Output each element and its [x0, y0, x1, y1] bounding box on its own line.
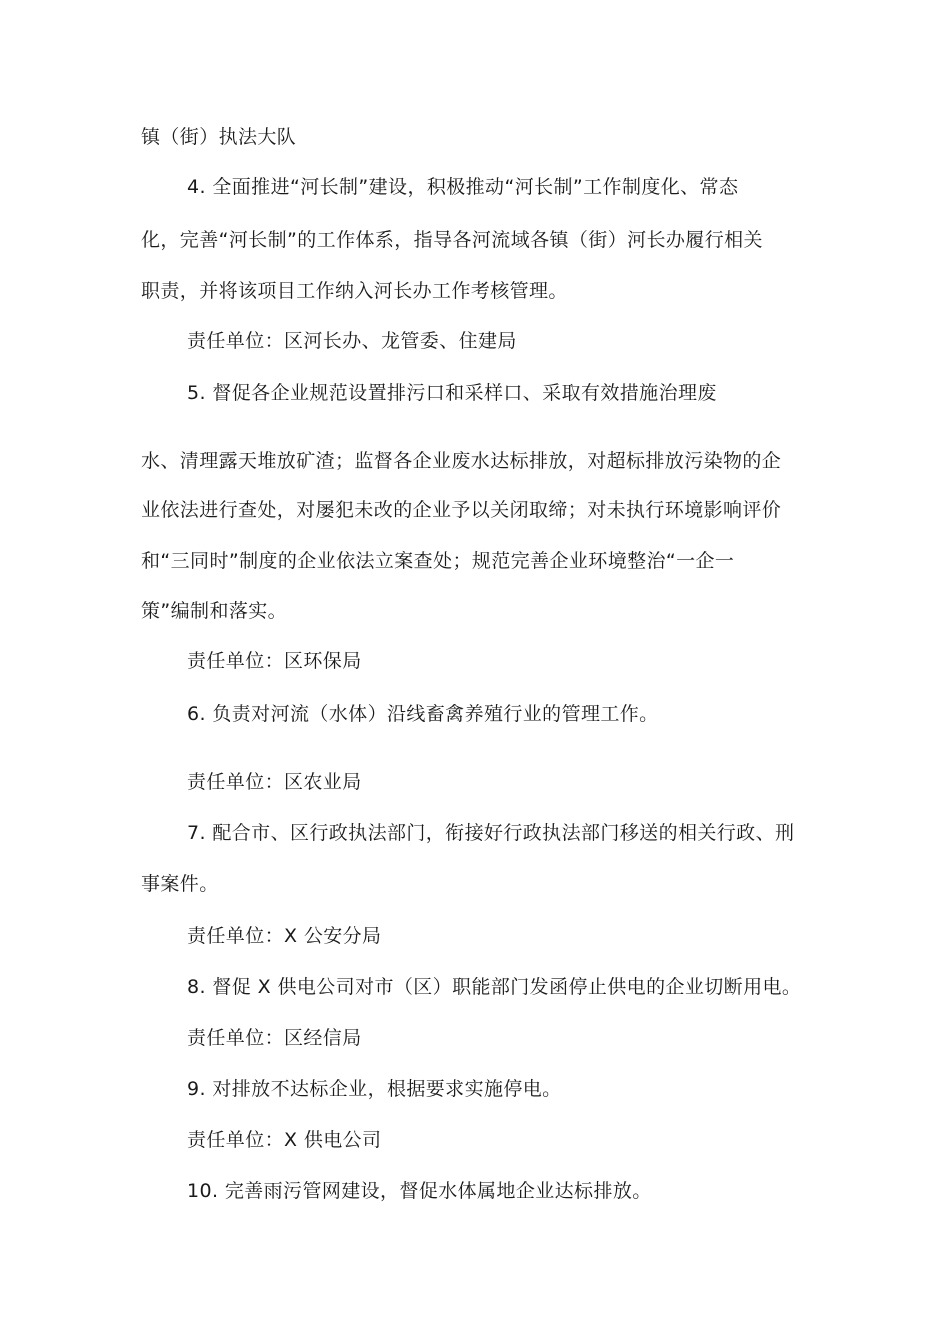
item-10-line: 10. 完善雨污管网建设，督促水体属地企业达标排放。 [187, 1180, 652, 1202]
text-line: 策”编制和落实。 [141, 600, 288, 622]
item-8-line: 8. 督促 X 供电公司对市（区）职能部门发函停止供电的企业切断用电。 [187, 976, 802, 998]
text-line: 职责，并将该项目工作纳入河长办工作考核管理。 [141, 280, 568, 302]
text-line: 业依法进行查处，对屡犯未改的企业予以关闭取缔；对未执行环境影响评价 [141, 499, 782, 521]
item-6-line: 6. 负责对河流（水体）沿线畜禽养殖行业的管理工作。 [187, 703, 659, 725]
text-line: 化，完善“河长制”的工作体系，指导各河流域各镇（街）河长办履行相关 [141, 229, 763, 251]
text-line: 水、清理露天堆放矿渣；监督各企业废水达标排放，对超标排放污染物的企 [141, 450, 782, 472]
responsible-unit: 责任单位：区经信局 [187, 1027, 362, 1049]
text-line: 和“三同时”制度的企业依法立案查处；规范完善企业环境整治“一企一 [141, 550, 735, 572]
responsible-unit: 责任单位：区环保局 [187, 650, 362, 672]
item-4-line: 4. 全面推进“河长制”建设，积极推动“河长制”工作制度化、常态 [187, 176, 739, 198]
item-5-line: 5. 督促各企业规范设置排污口和采样口、采取有效措施治理废 [187, 382, 717, 404]
responsible-unit: 责任单位：X 公安分局 [187, 925, 382, 947]
item-9-line: 9. 对排放不达标企业，根据要求实施停电。 [187, 1078, 562, 1100]
responsible-unit: 责任单位：X 供电公司 [187, 1129, 382, 1151]
text-line: 镇（街）执法大队 [141, 126, 297, 148]
text-line: 事案件。 [141, 873, 219, 895]
responsible-unit: 责任单位：区河长办、龙管委、住建局 [187, 330, 517, 352]
responsible-unit: 责任单位：区农业局 [187, 771, 362, 793]
item-7-line: 7. 配合市、区行政执法部门，衔接好行政执法部门移送的相关行政、刑 [187, 822, 795, 844]
